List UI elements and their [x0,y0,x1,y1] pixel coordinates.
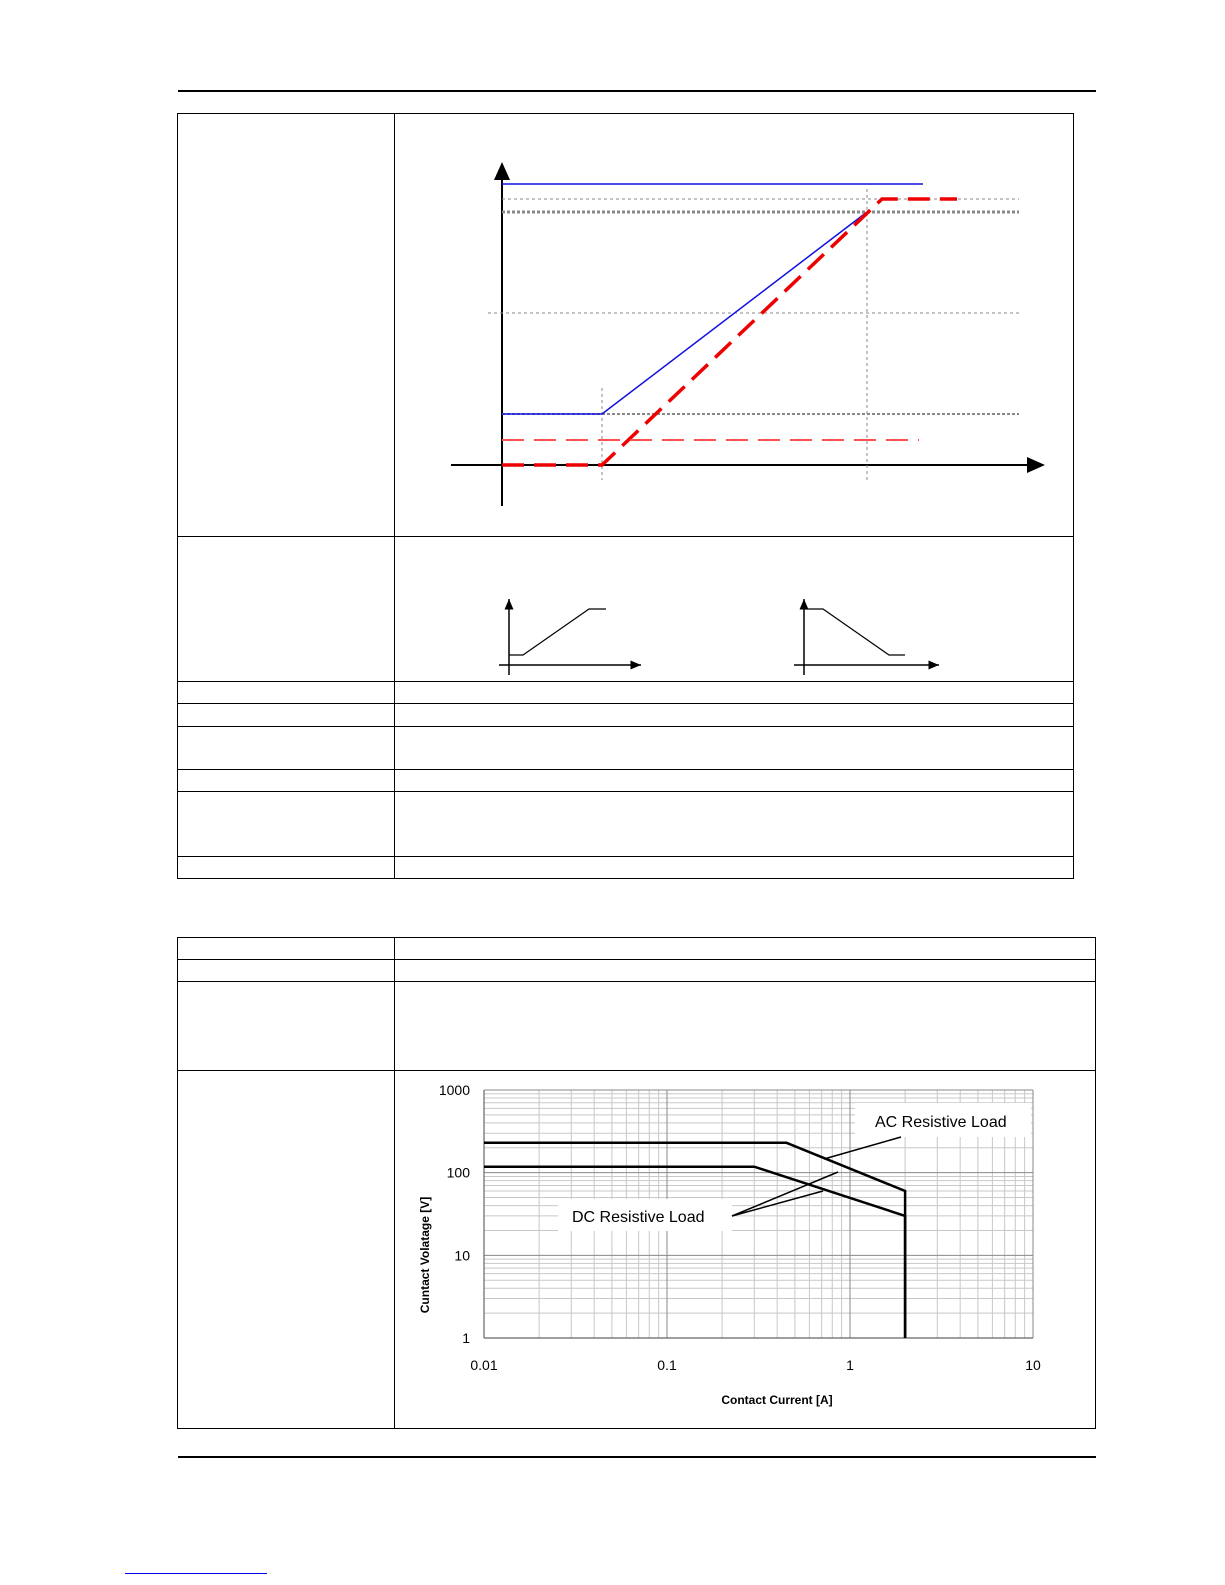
x-tick-label: 0.1 [657,1357,677,1373]
mini-graphs [395,537,1074,682]
table1-row8-label [178,857,395,879]
table2-row1-label [178,938,395,960]
table1-row2-label [178,537,395,682]
footer-link-underline[interactable] [125,1573,267,1574]
x-tick-label: 1 [846,1357,854,1373]
table1-row4-label [178,704,395,727]
spec-table-1 [177,113,1074,879]
y-tick-label: 10 [454,1247,470,1264]
table2-row1-value [395,938,1096,960]
footer-rule [178,1456,1096,1458]
mini-graph-rising [499,599,641,675]
table1-row5-label [178,727,395,770]
red-dashed-curve [502,199,957,465]
mini-graph-falling [794,599,939,675]
table2-load-chart-cell [395,1071,1096,1429]
y-tick-label: 1 [462,1330,470,1346]
table1-row6-value [395,770,1074,792]
table1-row6-label [178,770,395,792]
x-tick-label: 0.01 [470,1357,498,1373]
load-limit-chart [395,1071,1096,1429]
table1-row4-value [395,704,1074,727]
table2-row4-label [178,1071,395,1429]
table2-row3-value [395,982,1096,1071]
table1-row7-value [395,792,1074,857]
output-characteristic-graph [395,114,1074,537]
x-axis-label: Contact Current [A] [721,1393,833,1407]
table2-row2-value [395,960,1096,982]
table1-row7-label [178,792,395,857]
x-tick-label: 10 [1025,1357,1041,1373]
annotation-ac-load: AC Resistive Load [875,1114,1007,1131]
table2-row3-label [178,982,395,1071]
y-axis-label: Cuntact Volatage [V] [418,1196,432,1314]
header-rule [178,90,1096,92]
table1-row3-label [178,682,395,704]
y-tick-label: 100 [446,1164,470,1181]
spec-table-2 [177,937,1096,1429]
table2-row2-label [178,960,395,982]
annotation-dc-load: DC Resistive Load [572,1209,705,1226]
y-tick-label: 1000 [438,1082,470,1098]
table1-row5-value [395,727,1074,770]
table1-row8-value [395,857,1074,879]
table1-row3-value [395,682,1074,704]
table1-row1-graph-cell [395,114,1074,537]
table1-row1-label [178,114,395,537]
table1-row2-graph-cell [395,537,1074,682]
